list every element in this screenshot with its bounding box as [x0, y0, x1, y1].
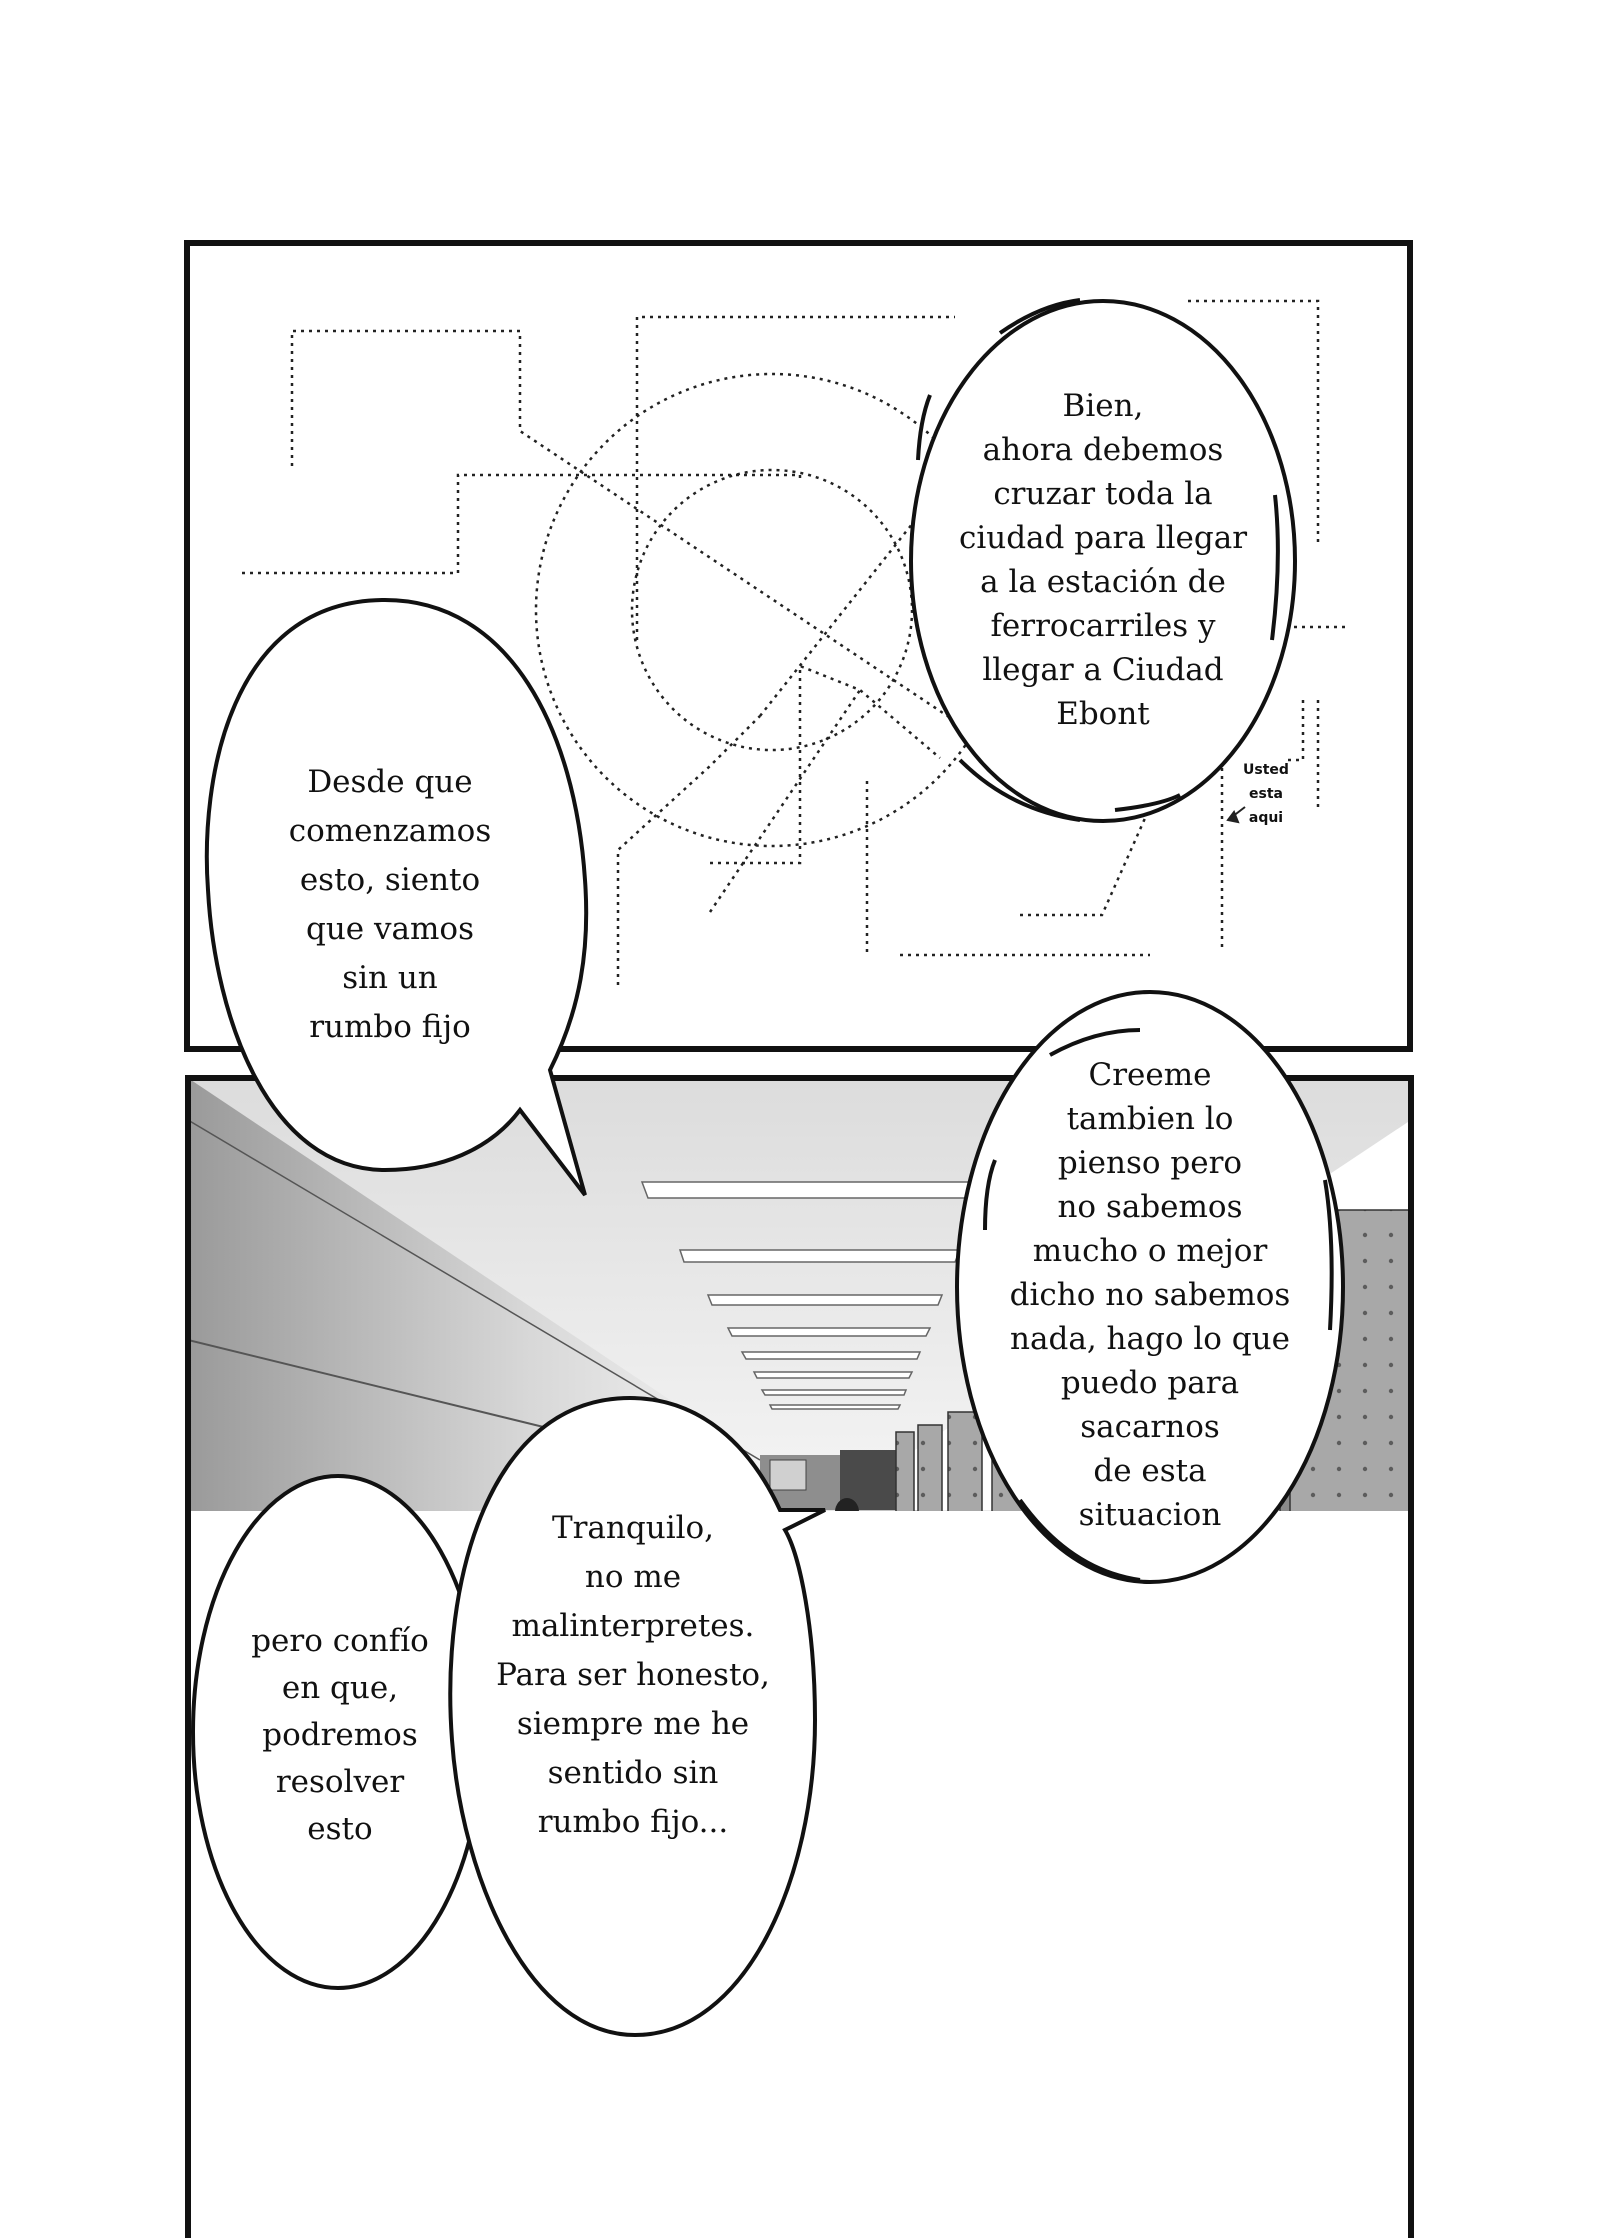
bubble-tranquilo-text: Tranquilo, no me malinterpretes. Para ser honesto, siempre me he sentido sin rumbo fijo...: [496, 1509, 770, 1840]
bubble-creeme-text: Creeme tambien lo pienso pero no sabemos mucho o mejor dicho no sabemos nada, hago lo que puedo para sacarnos de esta situacion: [1009, 1057, 1291, 1533]
you-are-here-label: Usted esta aqui: [1243, 762, 1289, 826]
bubble-desde-text: Desde que comenzamos esto, siento que vamos sin un rumbo fijo: [288, 764, 492, 1045]
bubble-pero-text: pero confío en que, podremos resolver esto: [251, 1622, 429, 1847]
bubble-bien-text: Bien, ahora debemos cruzar toda la ciudad para llegar a la estación de ferrocarriles y llegar a Ciudad Ebont: [958, 388, 1248, 732]
